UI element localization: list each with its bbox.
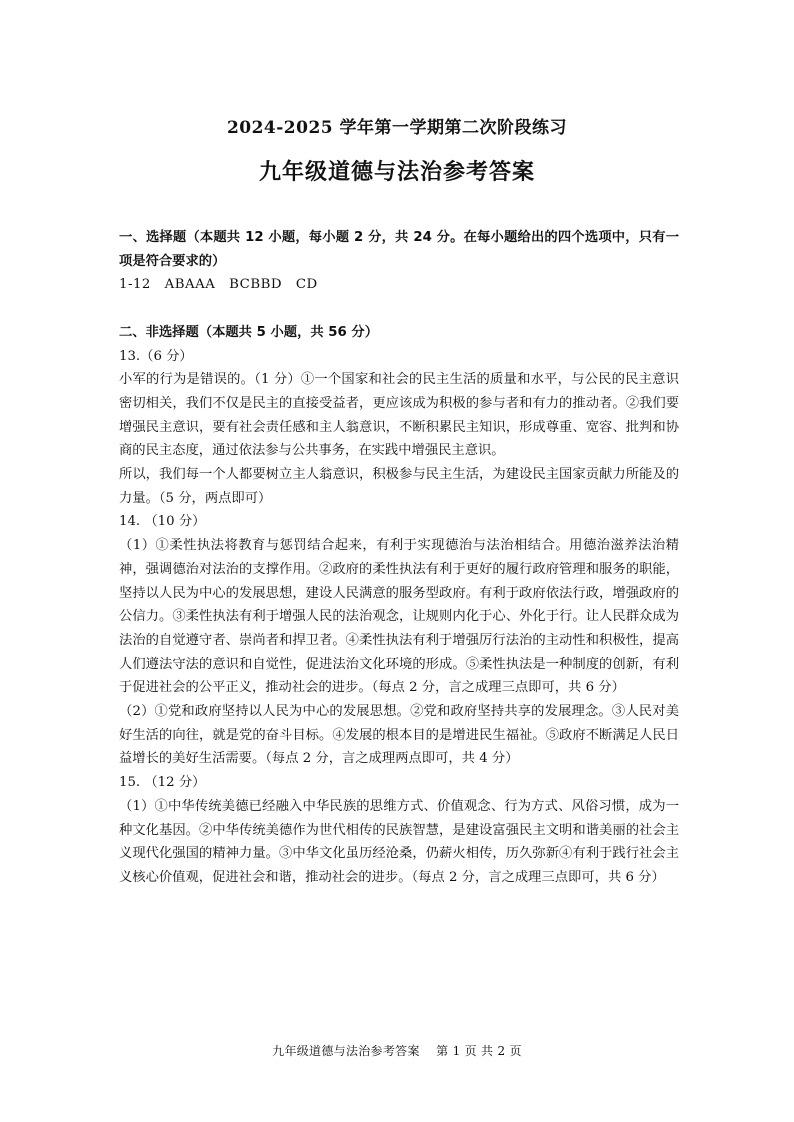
- document-title: 2024-2025 学年第一学期第二次阶段练习: [226, 118, 568, 138]
- q15-paragraph-1: （1）①中华传统美德已经融入中华民族的思维方式、价值观念、行为方式、风俗习惯，成为一种文化基因。②中华传统美德作为世代相传的民族智慧，是建设富强民主文明和谐美丽的社会主义现代化强国的精神力量。③中华文化虽历经沧桑，仍薪火相传，历久弥新④有利于践行社会主义核心价值观，促进社会和谐，推动社会的进步。（每点 2 分，言之成理三点即可，共 6 分）: [119, 798, 679, 885]
- q14-paragraph-1: （1）①柔性执法将教育与惩罚结合起来，有利于实现德治与法治相结合。用德治滋养法治精神，强调德治对法治的支撑作用。②政府的柔性执法有利于更好的履行政府管理和服务的职能，坚持以人民为中心的发展思想，建设人民满意的服务型政府。有利于政府依法行政，增强政府的公信力。③柔性执法有利于增强人民的法治观念，让规则内化于心、外化于行。让人民群众成为法治的自觉遵守者、崇尚者和捍卫者。④柔性执法有利于增强厉行法治的主动性和积极性，提高人们遵法守法的意识和自觉性，促进法治文化环境的形成。⑤柔性执法是一种制度的创新，有利于促进社会的公平正义，推动社会的进步。（每点 2 分，言之成理三点即可，共 6 分）: [119, 538, 679, 696]
- q14-label: 14. （10 分）: [119, 514, 206, 530]
- q13-label: 13.（6 分）: [119, 348, 193, 364]
- q15-label: 15. （12 分）: [119, 775, 206, 791]
- document-subtitle: 九年级道德与法治参考答案: [258, 159, 535, 185]
- section-spacer: [119, 297, 679, 321]
- document-body: [119, 226, 679, 890]
- section1-heading: 一、选择题（本题共 12 小题，每小题 2 分，共 24 分。在每小题给出的四个选项中，只有一项是符合要求的）: [119, 230, 679, 269]
- page-footer: 九年级道德与法治参考答案 第 1 页 共 2 页: [272, 1044, 522, 1058]
- section1-answers: 1-12 ABAAA BCBBD CD: [119, 277, 318, 293]
- q14-paragraph-2: （2）①党和政府坚持以人民为中心的发展思想。②党和政府坚持共享的发展理念。③人民对美好生活的向往，就是党的奋斗目标。④发展的根本目的是增进民生福祉。⑤政府不断满足人民日益增长的美好生活需要。（每点 2 分，言之成理两点即可，共 4 分）: [119, 704, 679, 767]
- q13-paragraph-1: 小军的行为是错误的。（1 分）①一个国家和社会的民主生活的质量和水平，与公民的民主意识密切相关，我们不仅是民主的直接受益者，更应该成为积极的参与者和有力的推动者。②我们要增强民主意识，要有社会责任感和主人翁意识，不断积累民主知识，形成尊重、宽容、批判和协商的民主态度，通过依法参与公共事务，在实践中增强民主意识。: [119, 372, 679, 459]
- section2-heading: 二、非选择题（本题共 5 小题，共 56 分）: [119, 324, 379, 340]
- q13-paragraph-2: 所以，我们每一个人都要树立主人翁意识，积极参与民主生活，为建设民主国家贡献力所能及的力量。（5 分，两点即可）: [119, 467, 679, 506]
